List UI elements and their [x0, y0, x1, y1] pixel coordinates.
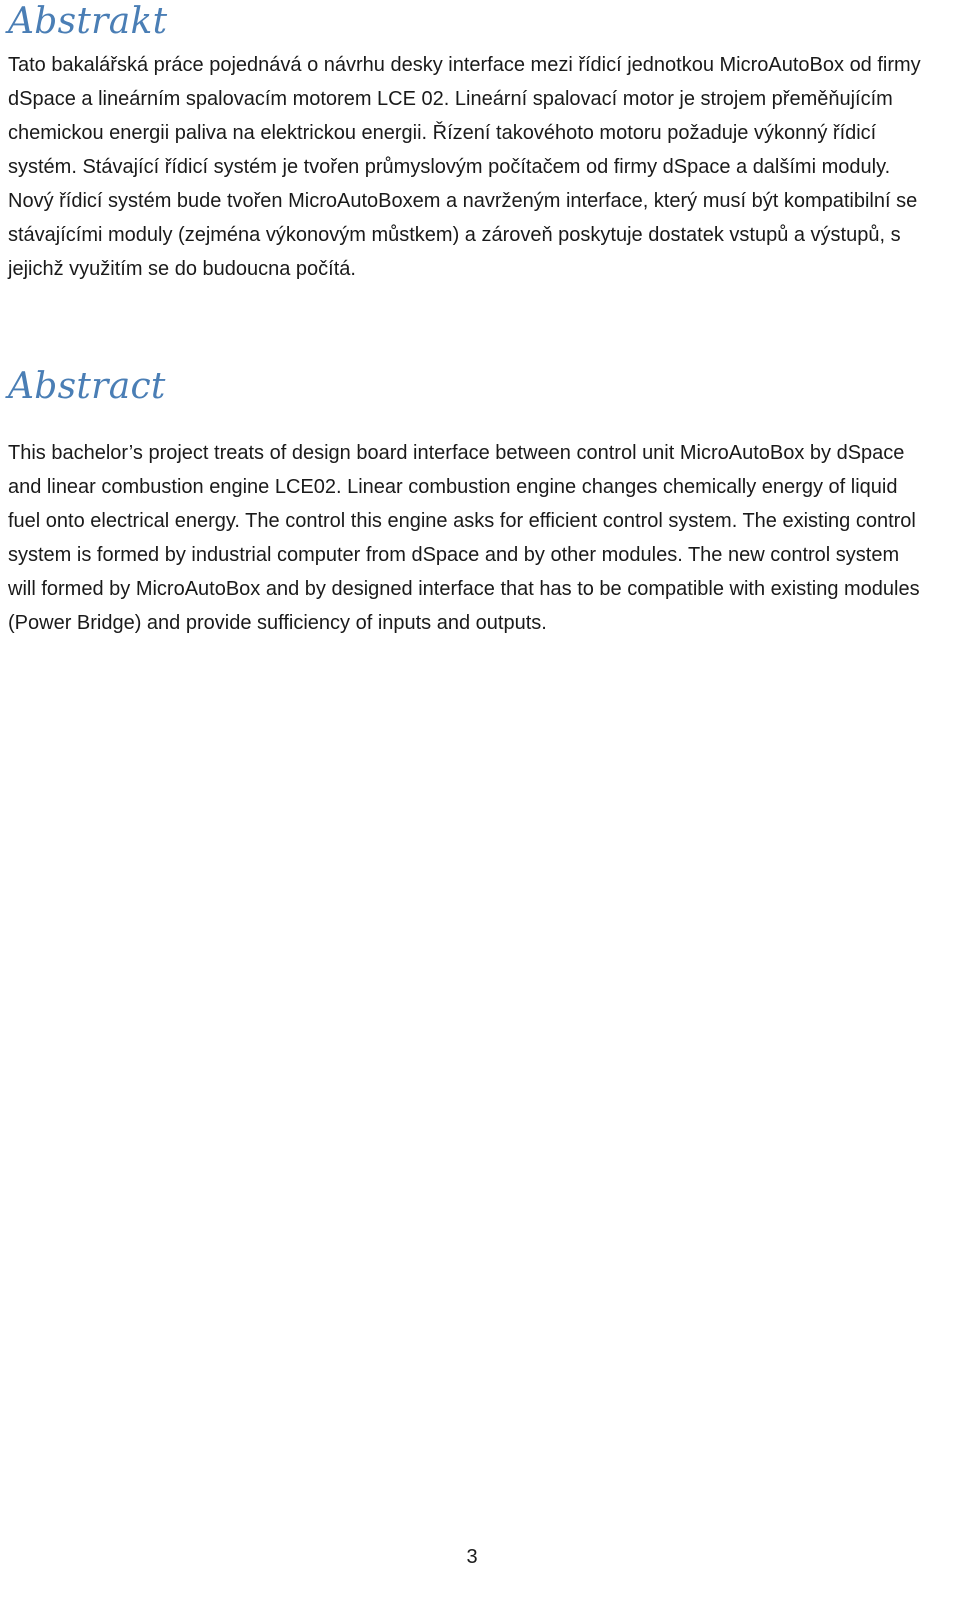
abstrakt-heading: Abstrakt: [8, 1, 168, 42]
abstrakt-paragraph: Tato bakalářská práce pojednává o návrhu desky interface mezi řídicí jednotkou MicroAutoBox od firmy dSpace a lineárním spalovacím motorem LCE 02. Lineární spalovací motor je strojem přeměňujícím chemickou energii paliva na elektrickou energii. Řízení takovéhoto motoru požaduje výkonný řídicí systém. Stávající řídicí systém je tvořen průmyslovým počítačem od firmy dSpace a dalšími moduly. Nový řídicí systém bude tvořen MicroAutoBoxem a navrženým interface, který musí být kompatibilní se stávajícími moduly (zejména výkonovým můstkem) a zároveň poskytuje dostatek vstupů a výstupů, s jejichž využitím se do budoucna počítá.: [8, 54, 921, 280]
abstract-paragraph: This bachelor’s project treats of design board interface between control unit MicroAutoBox by dSpace and linear combustion engine LCE02. Linear combustion engine changes chemically energy of liquid fuel onto electrical energy. The control this engine asks for efficient control system. The existing control system is formed by industrial computer from dSpace and by other modules. The new control system will formed by MicroAutoBox and by designed interface that has to be compatible with existing modules (Power Bridge) and provide sufficiency of inputs and outputs.: [8, 442, 920, 634]
abstract-heading: Abstract: [8, 366, 166, 407]
page-number: 3: [466, 1546, 478, 1568]
